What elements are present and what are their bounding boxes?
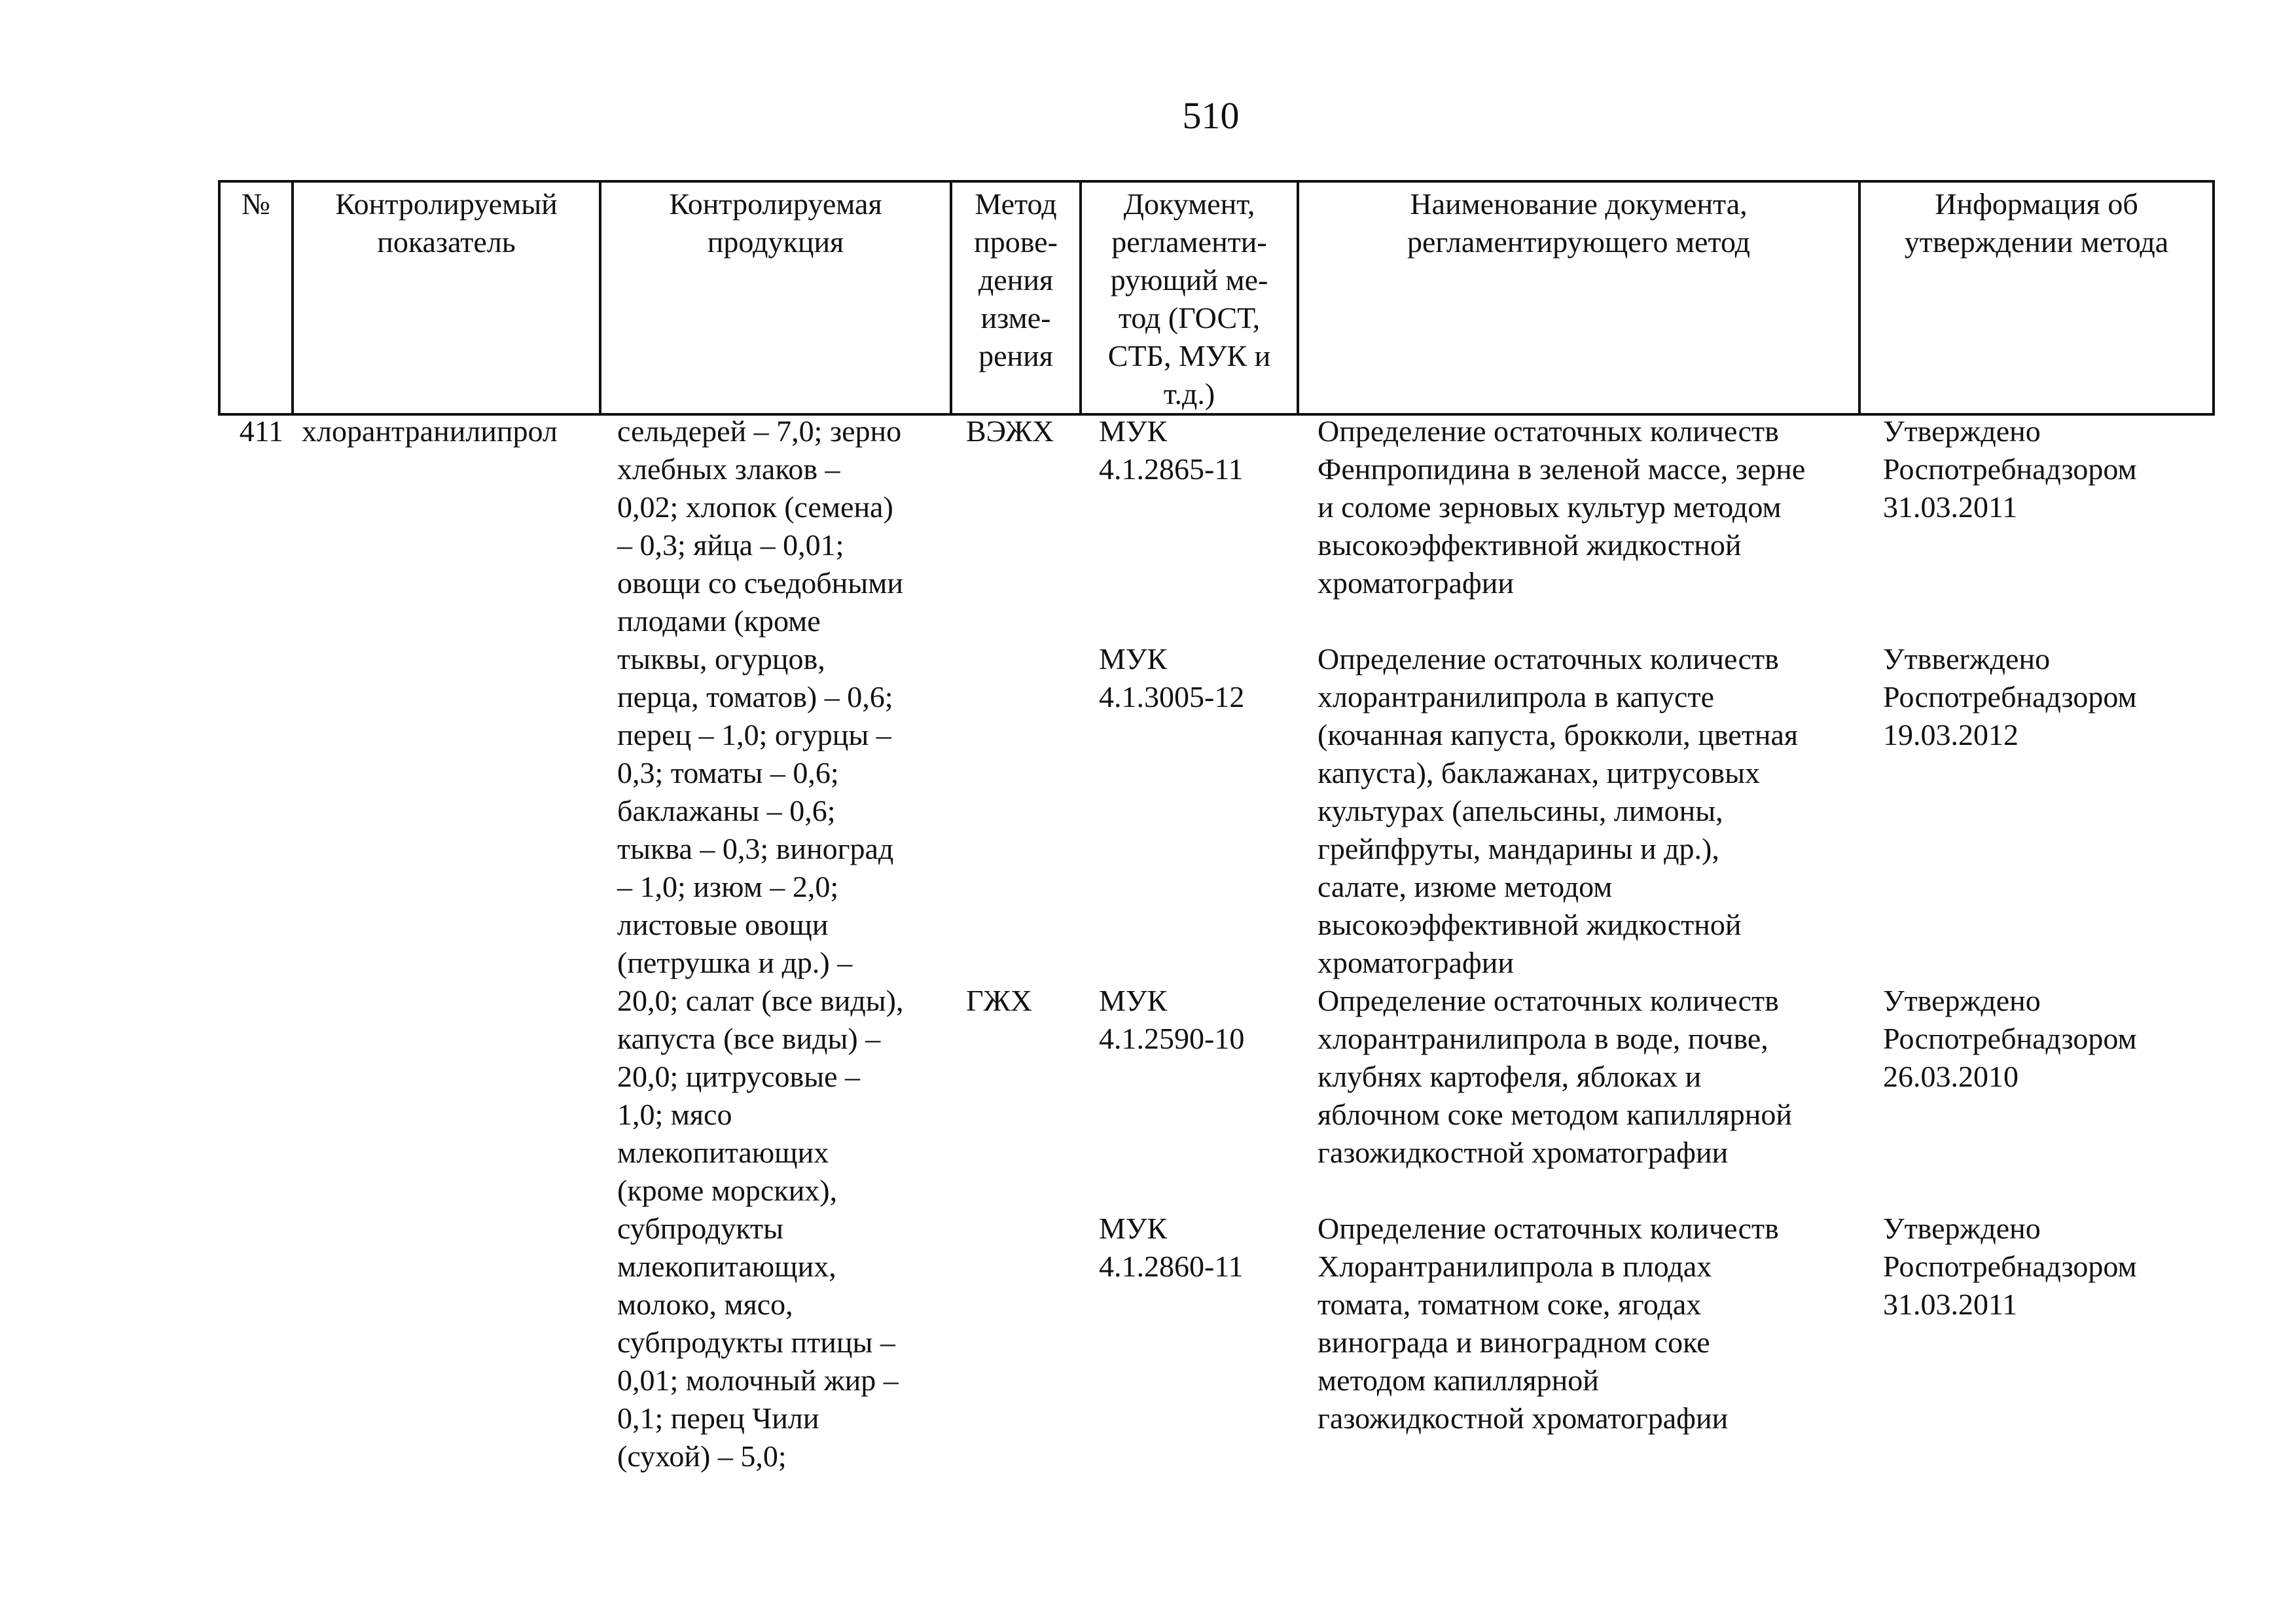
table-header (218, 180, 2215, 416)
entry-3-approval-info: Утверждено Роспотребнадзором 26.03.2010 (1883, 984, 2137, 1093)
entry-2-approval-info: Утввerждено Роспотребнадзором 19.03.2012 (1883, 642, 2137, 751)
header-approval-info: Информация об утверждении метода (1859, 181, 2214, 414)
entry-3-document-name: Определение остаточных количеств хлорантранилипрола в воде, почве, клубнях картофеля, яблоках и яблочном соке методом капиллярной газожидкостной хроматографии (1318, 984, 1793, 1169)
entry-3-document: МУК 4.1.2590-10 (1099, 984, 1245, 1055)
header-method: Метод прове- дения изме- рения (951, 181, 1081, 414)
entry-2-document-name: Определение остаточных количеств хлорантранилипрола в капусте (кочанная капуста, брокколи, цветная капуста), баклажанах, цитрусовых культурах (апельсины, лимоны, грейпфруты, мандарины и др.), салате, изюме методом высокоэффективной жидкостной хроматографии (1318, 642, 1799, 979)
table-body (218, 408, 2212, 1521)
row-product: сельдерей – 7,0; зерно хлебных злаков – 0,02; хлопок (семена) – 0,3; яйца – 0,01; овощи со съедобными плодами (кроме тыквы, огурцов, перца, томатов) – 0,6; перец – 1,0; огурцы – 0,3; томаты – 0,6; баклажаны – 0,6; тыква – 0,3; виноград – 1,0; изюм – 2,0; листовые овощи (петрушка и др.) – 20,0; салат (все виды), капуста (все виды) – 20,0; цитрусовые – 1,0; мясо млекопитающих (кроме морских), субпродукты млекопитающих, молоко, мясо, субпродукты птицы – 0,01; молочный жир – 0,1; перец Чили (сухой) – 5,0; (617, 414, 904, 1473)
entry-2-document: МУК 4.1.3005-12 (1099, 642, 1245, 713)
row-indicator: хлорантранилипрол (302, 414, 558, 448)
entry-3-method: ГЖХ (966, 984, 1033, 1017)
entry-1-document: МУК 4.1.2865-11 (1099, 414, 1244, 486)
header-indicator: Контролируемый показатель (293, 181, 600, 414)
entry-4-document: МУК 4.1.2860-11 (1099, 1212, 1244, 1283)
header-document-name: Наименование документа, регламентирующего метод (1298, 181, 1859, 414)
entry-1-document-name: Определение остаточных количеств Фенпропидина в зеленой массе, зерне и соломе зерновых культур методом высокоэффективной жидкостной хроматографии (1318, 414, 1806, 600)
header-document: Документ, регламенти- рующий ме- тод (ГОСТ, СТБ, МУК и т.д.) (1081, 181, 1298, 414)
page-number: 510 (1182, 94, 1240, 137)
row-number: 411 (239, 414, 283, 448)
entry-4-approval-info: Утверждено Роспотребнадзором 31.03.2011 (1883, 1212, 2137, 1321)
entry-1-approval-info: Утверждено Роспотребнадзором 31.03.2011 (1883, 414, 2137, 524)
entry-1-method: ВЭЖХ (966, 414, 1054, 448)
entry-4-document-name: Определение остаточных количеств Хлорантранилипрола в плодах томата, томатном соке, ягодах винограда и виноградном соке методом капиллярной газожидкостной хроматографии (1318, 1212, 1779, 1435)
header-product: Контролируемая продукция (600, 181, 951, 414)
header-number: № (219, 181, 293, 414)
